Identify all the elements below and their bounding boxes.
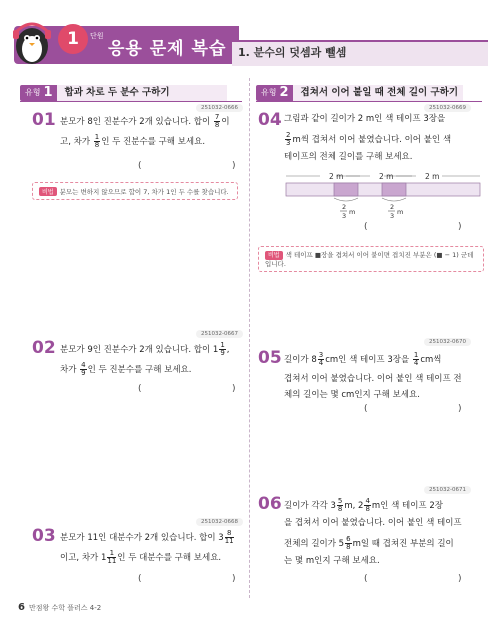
answer-paren-left: (	[364, 574, 368, 584]
fraction: $\frac{3}{4}$	[318, 351, 324, 367]
type-header-1	[20, 84, 227, 102]
question-number: 05	[258, 348, 282, 368]
question-text: 고, 차가 $\frac{1}{8}$ 인 두 진분수를 구해 보세요.	[60, 133, 206, 149]
overlap-brace	[334, 198, 406, 201]
page-header	[0, 22, 500, 68]
question-text: 분모가 11인 대분수가 2개 있습니다. 합이 3 $\frac{8}{11}$	[60, 529, 234, 545]
answer-paren-left: (	[138, 384, 142, 394]
fraction: $\frac{1}{8}$	[94, 133, 100, 149]
tape-length-label: 2 m	[329, 172, 344, 181]
answer-paren-right: )	[458, 574, 462, 584]
question-number: 04	[258, 110, 282, 130]
answer-paren-left: (	[138, 574, 142, 584]
penguin-mascot-icon	[10, 18, 54, 66]
question-text: 길이가 8 $\frac{3}{4}$ cm인 색 테이프 3장을 $\frac{1}{4}$ cm씩	[284, 351, 442, 367]
question-text: 겹쳐서 이어 붙였습니다. 이어 붙인 색 테이프 전	[284, 374, 462, 384]
question-text: 체의 길이는 몇 cm인지 구해 보세요.	[284, 390, 420, 400]
tape-length-label: 2 m	[379, 172, 394, 181]
question-text: 길이가 각각 3 $\frac{5}{8}$ m, 2 $\frac{4}{8}$ m인 색 테이프 2장	[284, 497, 443, 513]
question-text: $\frac{2}{3}$ m씩 겹쳐서 이어 붙였습니다. 이어 붙인 색	[286, 131, 452, 147]
question-code: 251032-0671	[424, 486, 471, 494]
question-text: 을 겹쳐서 이어 붙였습니다. 이어 붙인 색 테이프	[284, 518, 462, 528]
fraction: $\frac{4}{9}$	[81, 361, 86, 377]
hint-tag: 비법	[265, 251, 283, 260]
hint-text: 색 테이프 ■장을 겹쳐서 이어 붙이면 겹치진 부분은 (■ − 1) 군데입니다.	[265, 251, 474, 268]
fraction: $\frac{7}{8}$	[214, 113, 220, 129]
fraction: $\frac{1}{11}$	[107, 549, 117, 565]
fraction: $\frac{1}{4}$	[413, 351, 419, 367]
type-underline	[256, 101, 482, 102]
tape-overlap-2	[382, 183, 406, 196]
answer-paren-right: )	[458, 404, 462, 414]
hint-box	[258, 246, 484, 272]
svg-text:3: 3	[390, 212, 395, 220]
svg-text:m: m	[349, 208, 356, 216]
question-text: 테이프의 전체 길이를 구해 보세요.	[284, 152, 413, 162]
question-text: 분모가 8인 진분수가 2개 있습니다. 합이 $\frac{7}{8}$ 이	[60, 113, 230, 129]
question-text: 전체의 길이가 5 $\frac{6}{8}$ m일 때 겹쳐진 부분의 길이	[284, 535, 454, 551]
fraction: $\frac{2}{3}$	[286, 131, 291, 147]
question-code: 251032-0667	[196, 330, 243, 338]
column-divider	[249, 78, 250, 598]
fraction: $\frac{5}{8}$	[337, 497, 343, 513]
fraction: $\frac{6}{8}$	[346, 535, 351, 551]
tape-overlap-diagram	[284, 168, 484, 220]
question-code: 251032-0666	[196, 104, 243, 112]
question-code: 251032-0668	[196, 518, 243, 526]
question-number: 01	[32, 110, 56, 130]
type-title: 합과 차로 두 분수 구하기	[57, 85, 227, 101]
question-text: 는 몇 m인지 구해 보세요.	[284, 556, 380, 566]
question-text: 이고, 차가 1 $\frac{1}{11}$ 인 두 대분수를 구해 보세요.	[60, 549, 222, 565]
hint-tag: 비법	[39, 187, 57, 196]
answer-paren-right: )	[232, 384, 236, 394]
svg-text:2: 2	[342, 203, 347, 211]
type-title: 겹쳐서 이어 붙일 때 전체 길이 구하기	[293, 85, 463, 101]
answer-paren-left: (	[364, 404, 368, 414]
page-number: 6	[18, 602, 25, 613]
type-underline	[20, 101, 242, 102]
hint-box	[32, 182, 238, 200]
overlap-label	[340, 203, 403, 220]
question-number: 06	[258, 494, 282, 514]
answer-paren-right: )	[458, 222, 462, 232]
question-text: 분모가 9인 진분수가 2개 있습니다. 합이 1 $\frac{1}{9}$ ,	[60, 341, 230, 357]
fraction: $\frac{8}{11}$	[224, 529, 234, 545]
page-title: 응용 문제 복습	[108, 39, 227, 59]
hint-text: 분모는 변하지 않으므로 합이 7, 차가 1인 두 수를 찾습니다.	[59, 188, 229, 196]
answer-paren-left: (	[364, 222, 368, 232]
question-code: 251032-0670	[424, 338, 471, 346]
svg-text:m: m	[397, 208, 404, 216]
question-number: 03	[32, 526, 56, 546]
question-code: 251032-0669	[424, 104, 471, 112]
type-badge: 유형 1	[20, 85, 57, 101]
fraction: $\frac{1}{9}$	[220, 341, 225, 357]
svg-text:3: 3	[342, 212, 347, 220]
type-badge: 유형 2	[256, 85, 293, 101]
question-number: 02	[32, 338, 56, 358]
book-title: 만점왕 수학 플러스 4-2	[28, 604, 102, 612]
svg-text:2: 2	[390, 203, 395, 211]
type-header-2	[256, 84, 463, 102]
answer-paren-left: (	[138, 161, 142, 171]
tape-length-label: 2 m	[425, 172, 440, 181]
answer-paren-right: )	[232, 574, 236, 584]
question-text: 차가 $\frac{4}{9}$ 인 두 진분수를 구해 보세요.	[60, 361, 192, 377]
question-text: 그림과 같이 길이가 2 m인 색 테이프 3장을	[284, 114, 446, 124]
chapter-subtitle: 1. 분수의 덧셈과 뺄셈	[238, 46, 347, 59]
unit-number-badge: 1	[58, 24, 88, 54]
fraction: $\frac{4}{8}$	[365, 497, 370, 513]
answer-paren-right: )	[232, 161, 236, 171]
page-footer	[18, 602, 101, 613]
unit-label: 단원	[90, 32, 104, 40]
tape-overlap-1	[334, 183, 358, 196]
